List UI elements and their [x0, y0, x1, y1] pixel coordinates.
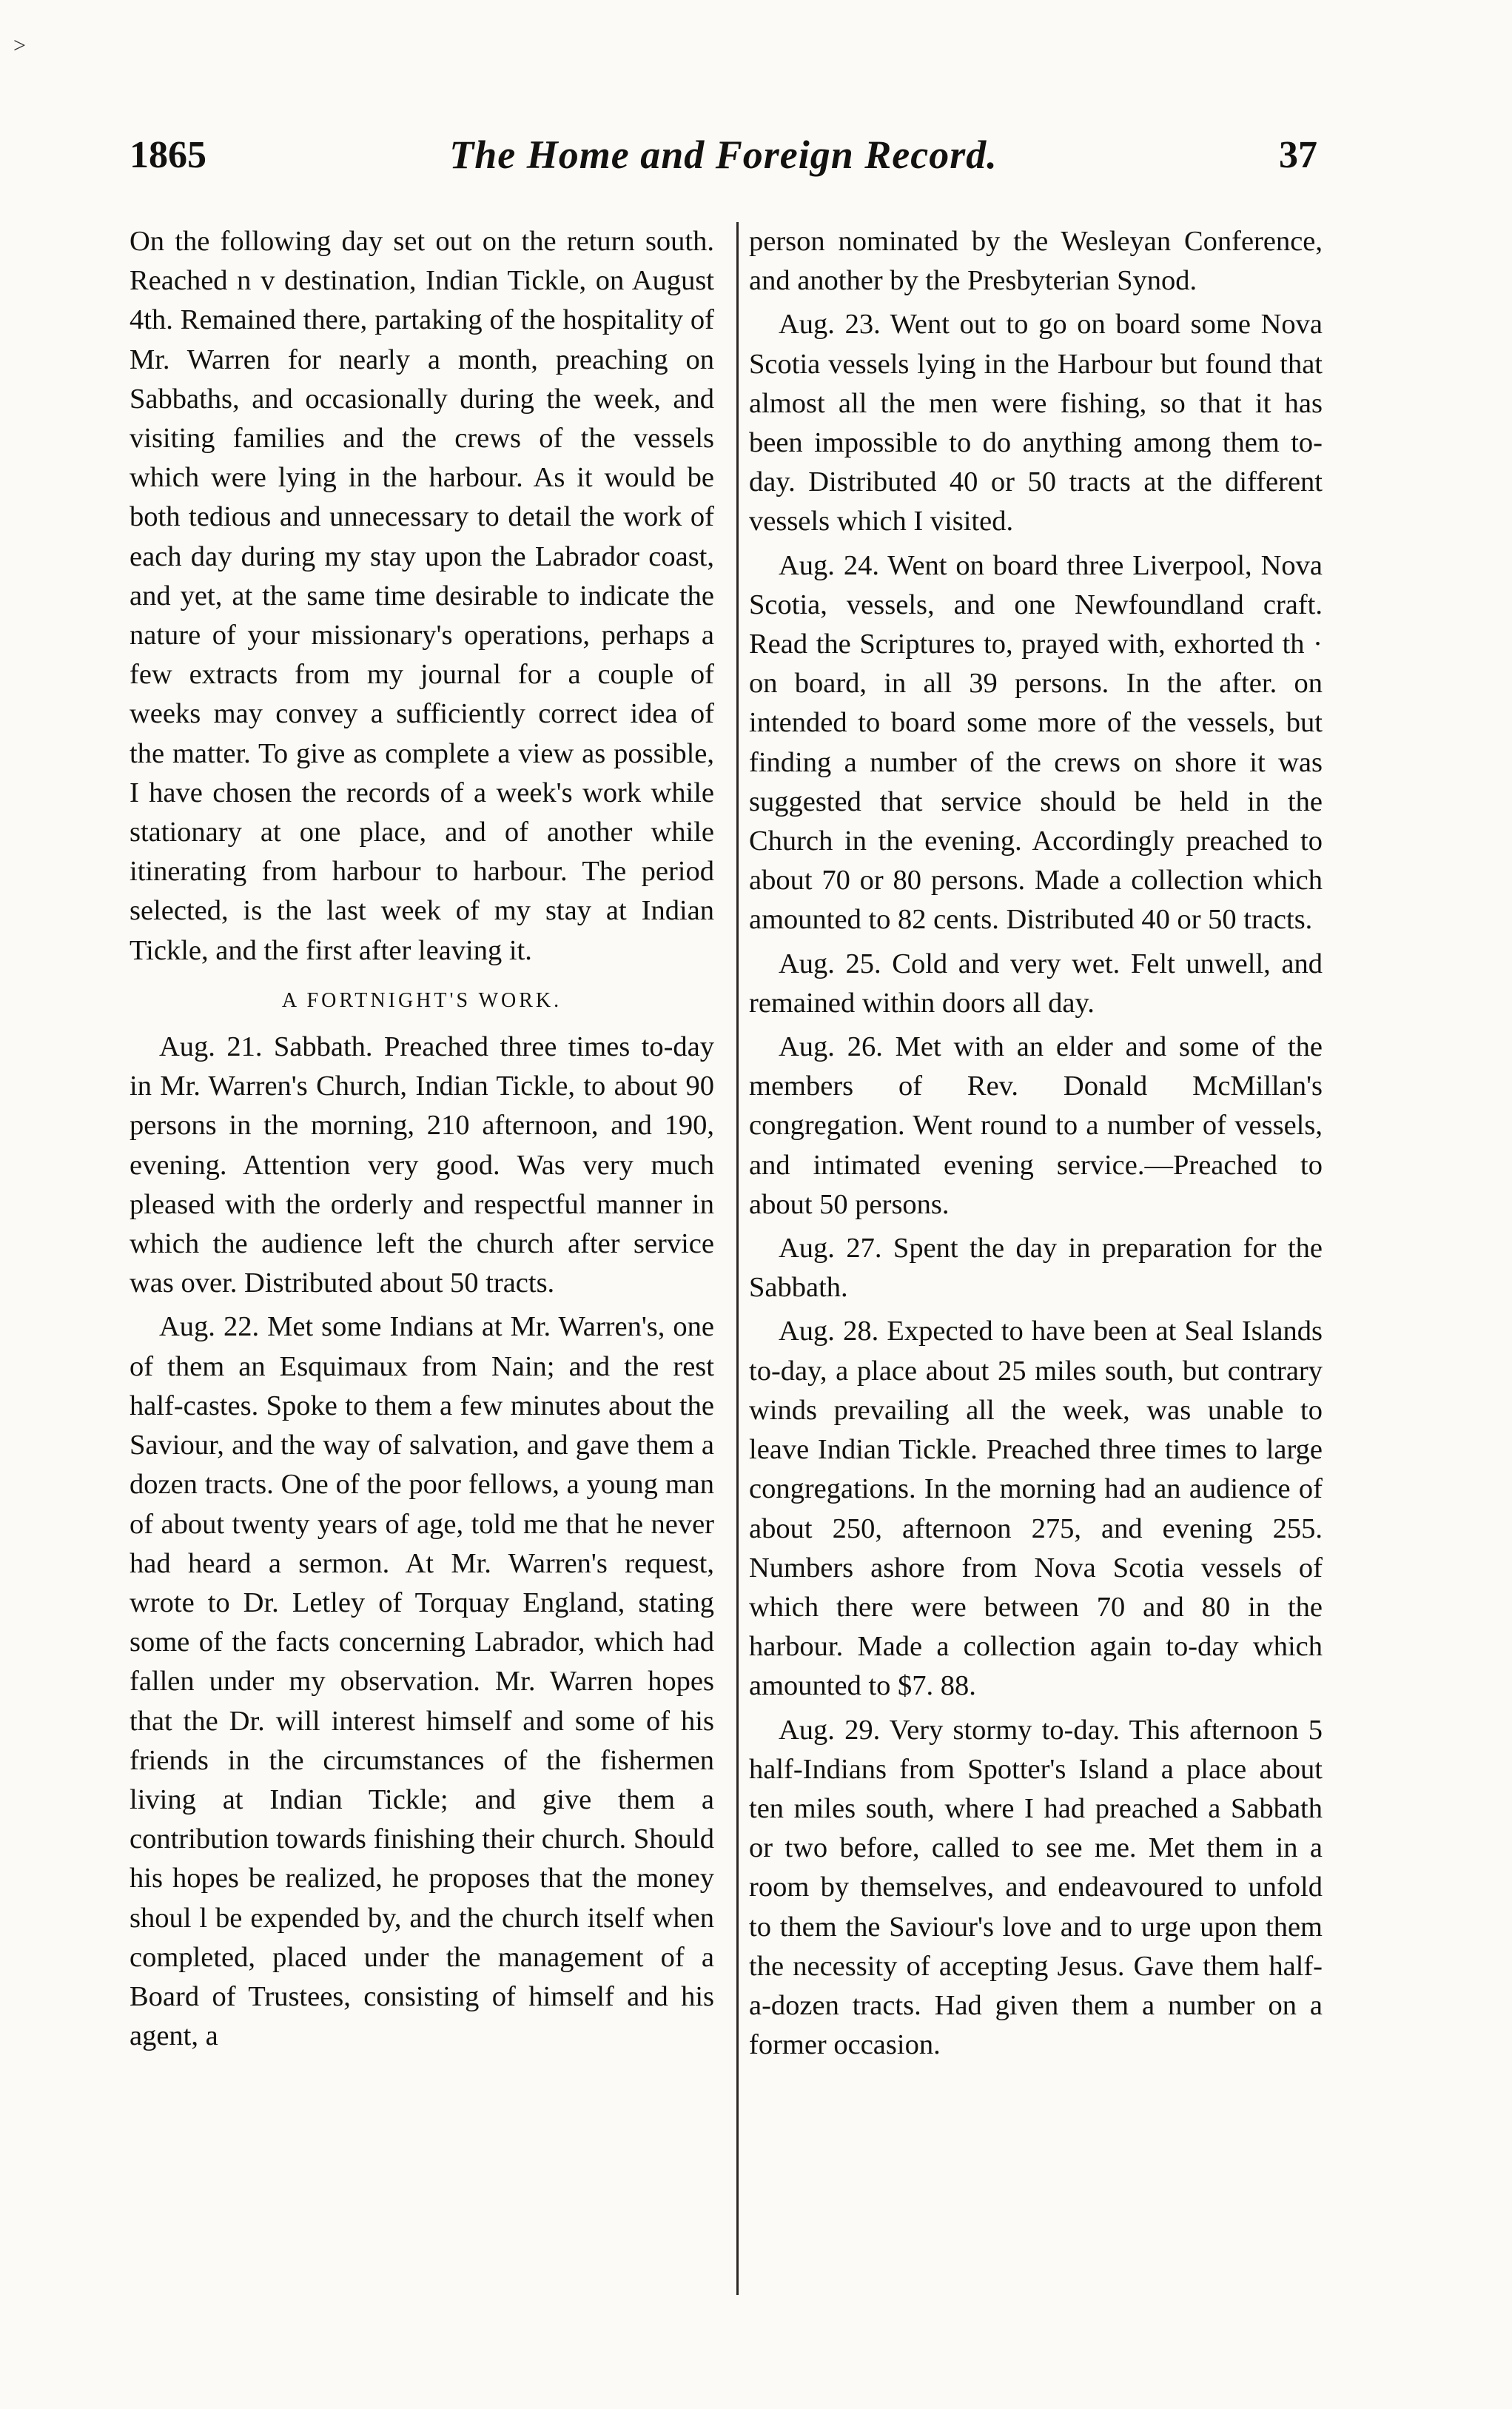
running-header [130, 133, 1317, 192]
left-column [130, 222, 714, 2060]
paragraph: Aug. 28. Expected to have been at Seal Islands to-day, a place about 25 miles south, but contrary winds prevailing all the week, was unable to leave Indian Tickle. Preached three times to large congregations. In the morning had an audience of about 250, afternoon 275, and evening 255. Numbers ashore from Nova Scotia vessels of which there were between 70 and 80 in the harbour. Made a collection again to-day which amounted to $7. 88. [749, 1316, 1323, 1702]
paragraph: Aug. 24. Went on board three Liverpool, Nova Scotia, vessels, and one Newfoundland craft. Read the Scriptures to, prayed with, exhorted th · on board, in all 39 persons. In the after. on intended to board some more of the vessels, but finding a number of the crews on shore it was suggested that service should be held in the Church in the evening. Accordingly preached to about 70 or 80 persons. Made a collection which amounted to 82 cents. Distributed 40 or 50 tracts. [749, 549, 1323, 936]
column-divider [736, 222, 739, 2295]
section-heading: A FORTNIGHT'S WORK. [281, 988, 562, 1012]
paragraph: Aug. 26. Met with an elder and some of the members of Rev. Donald McMillan's congregation. Went round to a number of vessels, and intimated evening service.—Preached to about 50 persons. [749, 1031, 1323, 1220]
margin-mark: ˃ [13, 33, 26, 58]
paragraph: Aug. 27. Spent the day in preparation for the Sabbath. [749, 1233, 1323, 1304]
paragraph: Aug. 22. Met some Indians at Mr. Warren's, one of them an Esquimaux from Nain; and the rest half-castes. Spoke to them a few minutes about the Saviour, and the way of salvation, and gave them a dozen tracts. One of the poor fellows, a young man of about twenty years of age, told me that he never had heard a sermon. At Mr. Warren's request, wrote to Dr. Letley of Torquay England, stating some of the facts concerning Labrador, which had fallen under my observation. Mr. Warren hopes that the Dr. will interest himself and some of his friends in the circumstances of the fishermen living at Indian Tickle; and give them a contribution towards finishing their church. Should his hopes be realized, he proposes that the money shoul l be expended by, and the church itself when completed, placed under the management of a Board of Trustees, consisting of himself and his agent, a [130, 1311, 714, 2052]
paragraph: person nominated by the Wesleyan Conference, and another by the Presbyterian Synod. [749, 226, 1323, 297]
header-year: 1865 [130, 134, 206, 176]
paragraph: Aug. 25. Cold and very wet. Felt unwell, and remained within doors all day. [749, 948, 1323, 1019]
page-number: 37 [1279, 134, 1317, 176]
paragraph: Aug. 29. Very stormy to-day. This afternoon 5 half-Indians from Spotter's Island a place about ten miles south, where I had preached a Sabbath or two before, called to see me. Met them in a room by themselves, and endeavoured to unfold to them the Saviour's love and to urge upon them the necessity of accepting Jesus. Gave them half-a-dozen tracts. Had given them a number on a former occasion. [749, 1714, 1323, 2061]
paragraph: Aug. 21. Sabbath. Preached three times to-day in Mr. Warren's Church, Indian Tickle, to about 90 persons in the morning, 210 afternoon, and 190, evening. Attention very good. Was very much pleased with the orderly and respectful manner in which the audience left the church after service was over. Distributed about 50 tracts. [130, 1031, 714, 1299]
paragraph: On the following day set out on the return south. Reached n v destination, Indian Tickle, on August 4th. Remained there, partaking of the hospitality of Mr. Warren for nearly a month, preaching on Sabbaths, and occasionally during the week, and visiting families and the crews of the vessels which were lying in the harbour. As it would be both tedious and unnecessary to detail the work of each day during my stay upon the Labrador coast, and yet, at the same time desirable to indicate the nature of your missionary's operations, perhaps a few extracts from my journal for a couple of weeks may convey a sufficiently correct idea of the matter. To give as complete a view as possible, I have chosen the records of a week's work while stationary at one place, and of another while itinerating from harbour to harbour. The period selected, is the last week of my stay at Indian Tickle, and the first after leaving it. [130, 226, 714, 966]
header-title: The Home and Foreign Record. [449, 133, 998, 177]
right-column [749, 222, 1323, 2069]
paragraph: Aug. 23. Went out to go on board some Nova Scotia vessels lying in the Harbour but found that almost all the men were fishing, so that it has been impossible to do anything among them to-day. Distributed 40 or 50 tracts at the different vessels which I visited. [749, 309, 1323, 537]
